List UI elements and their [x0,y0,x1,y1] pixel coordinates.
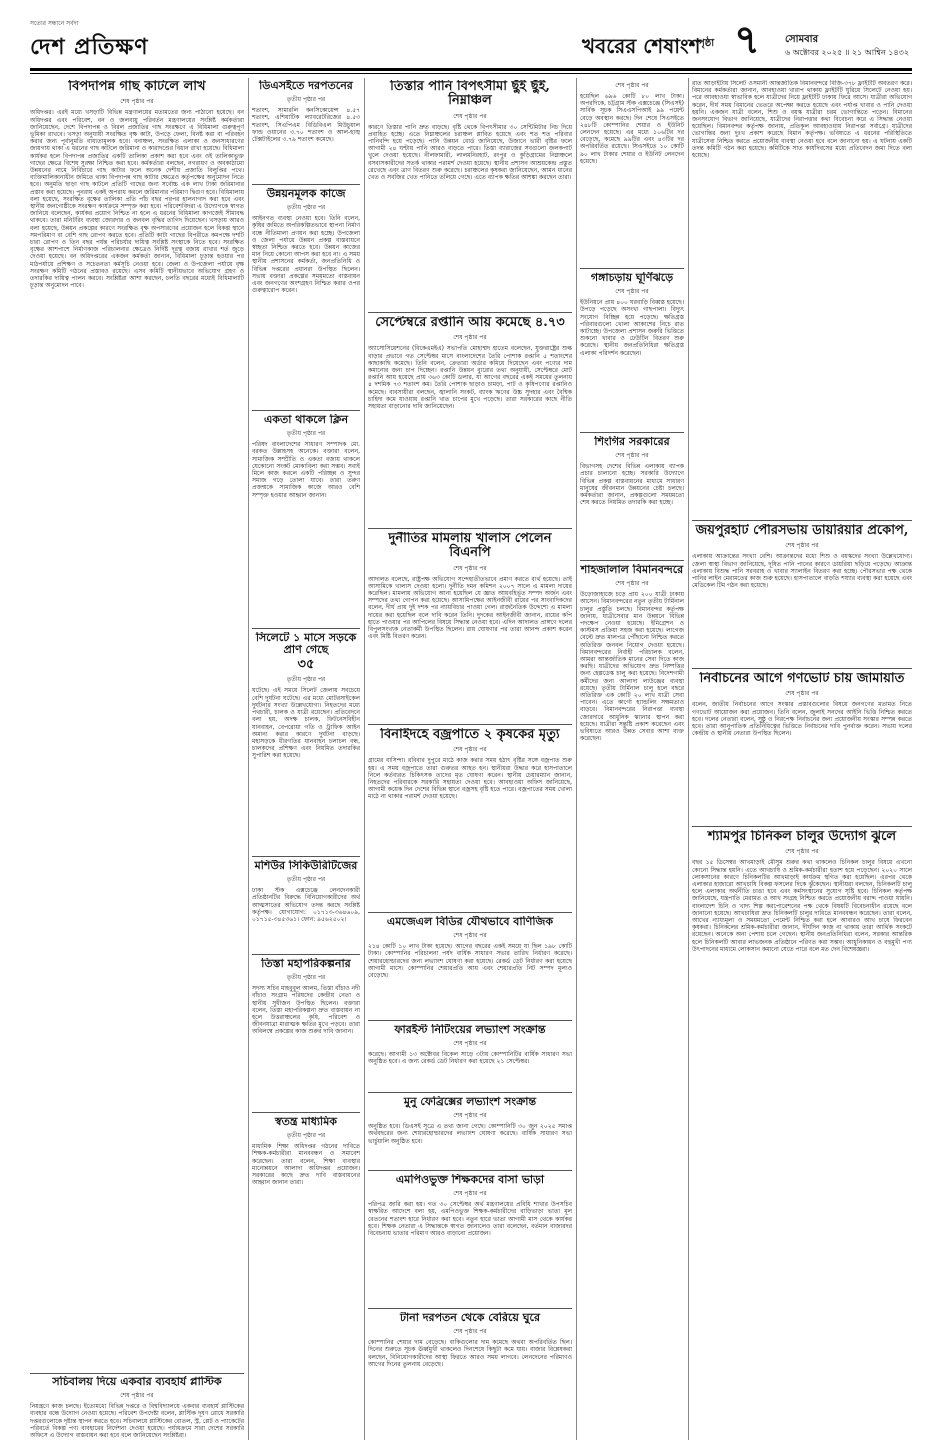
article-shahjalal [580,564,684,1442]
article-separator [252,628,360,629]
issue-date: ৬ অক্টোবর ২০২৫ ॥ ২১ আশ্বিন ১৪৩২ [785,48,910,57]
masthead-rule-thin [30,73,912,74]
article-separator [692,668,912,669]
article-separator [368,912,572,913]
article-mpo [368,1174,572,1304]
article-diarrhoea [692,524,912,664]
continuation-note: শেষ পৃষ্ঠার পর [615,82,649,89]
article-shinggir [580,436,684,556]
article-fareast [368,1024,572,1088]
continuation-note: শেষ পৃষ্ঠার পর [453,1112,487,1120]
article-body: সদস্য সচিব মাহবুবুল আলম, তিস্তা বাঁচাও নদী বাঁচাও সংগ্রাম পরিষদের কেন্দ্রীয় নেতা ও স্থানীয় সুধীজন উপস্থিত ছিলেন। বক্তারা বলেন, তিস্তা মহাপরিকল্পনা দ্রুত বাস্তবায়ন না হলে উত্তরাঞ্চলের কৃষি, পরিবেশ ও জীবনযাত্রা মারাত্মক ক্ষতির মুখে পড়বে। তারা অবিলম্বে প্রকল্পের কাজ শুরুর দাবি জানান। [252,985,360,1036]
article-separator [368,1170,572,1171]
article-body: ২১৪ কোটি ১০ লাখ টাকা হয়েছে। আগের বছরের একই সময়ে যা ছিল ১৯৮ কোটি টাকা। কোম্পানির পরিচালনা পর্ষদ বার্ষিক সাধারণ সভার তারিখ নির্ধারণ করেছে। শেয়ারহোল্ডারদের জন্য লভ্যাংশ ঘোষণা করা হয়েছে। রেকর্ড ডেট নির্ধারণ করা হয়েছে আগামী মাসে। কোম্পানির শেয়ারপ্রতি আয় এবং শেয়ারপ্রতি নিট সম্পদ মূল্যও বেড়েছে। [368,943,572,979]
article-headline[interactable]: শিংগির সরকারের [594,436,670,448]
masthead [0,0,945,68]
article-separator [252,1112,360,1113]
continuation-note: শেষ পৃষ্ঠার পর [453,564,487,572]
article-body: আইনগত ব্যবস্থা নেওয়া হবে। তিনি বলেন, কৃষির জমিতে অপরিকল্পিতভাবে স্থাপনা নির্মাণ বন্ধে নীতিমালা প্রণয়ন করা হচ্ছে। উপজেলা ও জেলা পর্যায়ে উন্নয়ন প্রকল্প বাস্তবায়নে স্বচ্ছতা নিশ্চিত করতে হবে। উন্নয়ন কাজের মান নিয়ে কোনো আপস করা হবে না। এ সময় স্থানীয় প্রশাসনের কর্মকর্তা, জনপ্রতিনিধি ও বিভিন্ন দপ্তরের প্রধানরা উপস্থিত ছিলেন। সভায় বক্তারা প্রকল্পের সময়মতো বাস্তবায়ন এবং জনগণের অংশগ্রহণ নিশ্চিত করার ওপর গুরুত্বারোপ করেন। [252,215,360,295]
article-headline[interactable]: সেপ্টেম্বরে রপ্তানি আয় কমেছে ৪.৭৩ [375,316,565,330]
article-body: শতাংশ, সামারলি কনসিকোয়েন্স ৪.৫৭ শতাংশ, এশিয়াটিক ল্যাবরেটরিজের ৪.৫৩ শতাংশ, সিএপিএম বিডিবিএল মিউচুয়াল ফান্ড ওয়ানের ৩.৭০ শতাংশ ও আল-হাজ্ব টেক্সটাইলের ৩.৭৯ শতাংশ কমেছে। [252,107,360,143]
article-headline-number: ৩৫ [297,657,315,673]
article-madhyamik [252,1116,360,1442]
tagline: সত্যের সন্ধানে সর্বদা [30,20,79,27]
article-flight-diverted [692,80,912,516]
article-headline[interactable]: দুর্নীতির মামলায় খালাস পেলেন বিএনপি [388,532,552,561]
article-export [368,316,572,524]
page-number: ৭ [734,16,761,63]
article-dse [252,80,360,180]
article-body: কোম্পানির শেয়ার দাম বেড়েছে। বাকিগুলোর দাম কমেছে অথবা অপরিবর্তিত ছিল। দিনের শুরুতে সূচক ঊর্ধ্বমুখী থাকলেও দিনশেষে কিছুটা কমে যায়। বাজার বিশ্লেষকরা বলছেন, বিনিয়োগকারীদের আস্থা ফিরতে আরও সময় লাগবে। লেনদেনের পরিমাণও আগের দিনের তুলনায় বেড়েছে। [368,1339,572,1368]
article-headline[interactable]: গঙ্গাচড়ায় ঘূর্ণিঝড়ে [590,272,674,284]
article-body: ঢাকা স্টক এক্সচেঞ্জে লেনদেনকারী প্রতিষ্ঠানটির বিরুদ্ধে বিনিয়োগকারীদের অর্থ আত্মসাতের অভিযোগ তদন্ত করছে সংশ্লিষ্ট কর্তৃপক্ষ। যোগাযোগ: ০১৭১৩-৩৬৪৬০৯, ০১৭১৫-৩৪৫৩৬১। ফোন: ৯৫৬২৫০২। [252,887,360,923]
article-munu [368,1096,572,1166]
article-headline[interactable]: জয়পুরহাট পৌরসভায় ডায়রিয়ার প্রকোপ, [695,524,909,538]
article-market-stats [580,80,684,264]
article-body: করেছে। আগামী ১৩ অক্টোবর বিকেল সাড়ে ৩টায় কোম্পানিটির বার্ষিক সাধারণ সভা অনুষ্ঠিত হবে। এ জন্য রেকর্ড ডেট নির্ধারণ করা হয়েছে ২১ সেপ্টেম্বর। [368,1051,572,1066]
article-tista-plan [252,958,360,1108]
article-headline[interactable]: এমজেএল বিডির যৌথভাবে বাণিজিক [386,916,554,928]
article-body: আদালত বলেছে, রাষ্ট্রপক্ষ অভিযোগ সন্দেহাতীতভাবে প্রমাণ করতে ব্যর্থ হয়েছে। তাই আসামিকে খালাস দেওয়া হলো। দুর্নীতি দমন কমিশন ২০০৭ সালে এ মামলা দায়ের করেছিল। মামলায় অভিযোগ আনা হয়েছিল যে জ্ঞাত আয়বহির্ভূত সম্পদ অর্জন এবং সম্পদের তথ্য গোপন করা হয়েছে। আসামিপক্ষের আইনজীবী রায়ের পর সাংবাদিকদের বলেন, দীর্ঘ প্রায় দুই দশক পর ন্যায়বিচার পাওয়া গেল। রাজনৈতিক উদ্দেশ্যে এ মামলা দায়ের করা হয়েছিল বলে দাবি করেন তিনি। দুদকের আইনজীবী জানান, রায়ের কপি হাতে পাওয়ার পর আপিলের বিষয়ে সিদ্ধান্ত নেওয়া হবে। এদিন আদালত প্রাঙ্গণে দলের বিপুলসংখ্যক নেতাকর্মী উপস্থিত ছিলেন। রায় ঘোষণার পর তারা আনন্দ প্রকাশ করেন এবং মিষ্টি বিতরণ করেন। [368,575,572,641]
article-separator [252,954,360,955]
article-separator [368,528,572,529]
article-body: বিভাগসহ দেশের বিভিন্ন এলাকায় ব্যাপক প্রচার চালানো হচ্ছে। সরকারি উদ্যোগে বিভিন্ন প্রকল্প বাস্তবায়নের মাধ্যমে সাধারণ মানুষের জীবনমান উন্নয়নের চেষ্টা চলছে। কর্মকর্তারা জানান, প্রকল্পগুলো সময়মতো শেষ করতে নিয়মিত তদারকি করা হচ্ছে। [580,463,684,507]
article-separator [692,826,912,827]
article-headline[interactable]: তিস্তা মহাপরিকল্পনার [261,958,351,970]
section-title: খবরের শেষাংশ [582,34,701,58]
column-divider [364,78,365,1440]
continuation-note: তৃতীয় পৃষ্ঠার পর [286,676,326,684]
continuation-note: শেষ পৃষ্ঠার পর [785,542,819,550]
article-headline[interactable]: এমপিওভুক্ত শিক্ষকদের বাসা ভাড়া [395,1174,545,1186]
article-headline[interactable]: নির্বাচনের আগে গণভোট চায় জামায়াত [699,672,905,686]
article-headline[interactable]: মুনু ফেব্রিক্সের লভ্যাংশ সংক্রান্ত [403,1096,537,1108]
article-headline[interactable]: ডিএসইতে দরপতনের [259,80,353,92]
continuation-note: তৃতীয় পৃষ্ঠার পর [286,204,326,212]
continuation-note: শেষ পৃষ্ঠার পর [615,580,649,588]
article-headline[interactable]: শাহজালাল বিমানবন্দরে [580,564,684,576]
article-acquittal [368,532,572,720]
article-moshiur [252,860,360,950]
article-gangachara [580,272,684,428]
article-body: অধিদপ্তর। এরই মধ্যে খসড়াটি বিভিন্ন মন্ত্রণালয়ের মতামতের জন্য পাঠানো হয়েছে। বন অধিদপ্তর এবং পরিবেশ, বন ও জলবায়ু পরিবর্তন মন্ত্রণালয়ের সংশ্লিষ্ট কর্মকর্তারা জানিয়েছেন, দেশে বিপদাপন্ন ও বিরল প্রজাতির গাছ সংরক্ষণে এ বিধিমালা গুরুত্বপূর্ণ ভূমিকা রাখবে। খসড়া অনুযায়ী সংরক্ষিত বৃক্ষ কাটা, উপড়ে ফেলা, বিনষ্ট করা বা পরিবহন করার জন্য পূর্বানুমতি বাধ্যতামূলক হবে। বনাঞ্চল, সংরক্ষিত এলাকা ও জনসাধারণের জায়গায় থাকা এ ধরনের গাছ কাটলে জরিমানা ও কারাদণ্ডের বিধান রাখা হয়েছে। বিধিমালা কার্যকর হলে বিপদাপন্ন প্রজাতির একটি তালিকা প্রকাশ করা হবে এবং ওই তালিকাভুক্ত গাছের ক্ষেত্রে বিশেষ সুরক্ষা নিশ্চিত করা হবে। কর্মকর্তারা বলছেন, নগরায়ণ ও অবকাঠামো উন্নয়নের নামে নির্বিচারে গাছ কাটার ফলে অনেক দেশীয় প্রজাতি বিলুপ্তির পথে। ব্যক্তিমালিকানাধীন জমিতে থাকা বিপদাপন্ন গাছ কাটার ক্ষেত্রেও কর্তৃপক্ষের অনুমোদন নিতে হবে। অনুমতি ছাড়া গাছ কাটলে প্রতিটি গাছের জন্য সর্বোচ্চ এক লাখ টাকা জরিমানার প্রস্তাব করা হয়েছে। পুনরায় একই অপরাধ করলে জরিমানার পরিমাণ দ্বিগুণ হবে। বিধিমালায় বলা হয়েছে, সংরক্ষিত বৃক্ষের তালিকা প্রতি পাঁচ বছর পরপর হালনাগাদ করা হবে এবং স্থানীয় জনগোষ্ঠীকে সংরক্ষণ কার্যক্রমে সম্পৃক্ত করা হবে। পরিবেশবিদরা এ উদ্যোগকে স্বাগত জানিয়ে বলেছেন, কার্যকর প্রয়োগ নিশ্চিত না হলে এ ধরনের বিধিমালা কাগজেই সীমাবদ্ধ থাকবে। তারা মনিটরিং ব্যবস্থা জোরদার ও জনবল বৃদ্ধির তাগিদ দিয়েছেন। খসড়ায় আরও বলা হয়েছে, উন্নয়ন প্রকল্পের কারণে সংরক্ষিত বৃক্ষ অপসারণের প্রয়োজন হলে বিকল্প স্থানে সমপরিমাণ বা বেশি গাছ রোপণ করতে হবে। প্রতিটি কাটা গাছের বিপরীতে কমপক্ষে দশটি চারা রোপণ ও তিন বছর পর্যন্ত পরিচর্যার দায়িত্ব সংশ্লিষ্ট সংস্থাকে নিতে হবে। সংরক্ষিত বৃক্ষের আশপাশে নির্মাণকাজ পরিচালনার ক্ষেত্রেও নির্দিষ্ট দূরত্ব বজায় রাখার শর্ত জুড়ে দেওয়া হয়েছে। বন অধিদপ্তরের একজন কর্মকর্তা জানান, বিধিমালা চূড়ান্ত হওয়ার পর মাঠপর্যায়ে প্রশিক্ষণ ও সচেতনতা কর্মসূচি নেওয়া হবে। জেলা ও উপজেলা পর্যায়ে বৃক্ষ সংরক্ষণ কমিটি গঠনের প্রস্তাবও রয়েছে। এসব কমিটি স্থানীয়ভাবে অভিযোগ গ্রহণ ও তদারকির দায়িত্ব পালন করবে। সংশ্লিষ্টরা আশা করছেন, চলতি বছরের মধ্যেই বিধিমালাটি চূড়ান্ত অনুমোদন পাবে। [30,109,244,290]
continuation-note: শেষ পৃষ্ঠার পর [453,112,487,120]
continuation-note: তৃতীয় পৃষ্ঠার পর [286,96,326,104]
article-headline[interactable]: সচিবালয় দিয়ে একবার ব্যবহার্য প্লাস্টিক [52,1376,222,1388]
article-headline[interactable]: একতা থাকলে ক্লিন [263,414,349,426]
continuation-note: শেষ পৃষ্ঠার পর [453,746,487,754]
continuation-note: তৃতীয় পৃষ্ঠার পর [286,876,326,884]
article-separator [252,856,360,857]
article-body: মাধ্যমিক শিক্ষা অধিদপ্তর গঠনের দাবিতে শিক্ষক-কর্মচারীরা মানববন্ধন ও সমাবেশ করেছেন। তারা বলেন, শিক্ষা ব্যবস্থার মানোন্নয়নে আলাদা অধিদপ্তর প্রয়োজন। সরকারের কাছে দ্রুত দাবি বাস্তবায়নের আহ্বান জানান তারা। [252,1143,360,1187]
article-separator [692,520,912,521]
newspaper-logo[interactable]: দেশ প্রতিক্ষণ [30,34,149,60]
article-separator [580,268,684,269]
article-tista-flood [368,80,572,308]
continuation-note: তৃতীয় পৃষ্ঠার পর [286,430,326,438]
article-separator [368,1092,572,1093]
article-headline[interactable]: টানা দরপতন থেকে বেরিয়ে ঘুরে [399,1312,541,1324]
article-separator [368,724,572,725]
article-separator [252,410,360,411]
article-market-recovery [368,1312,572,1442]
continuation-note: শেষ পৃষ্ঠার পর [453,1190,487,1198]
article-body: অনুষ্ঠিত হবে। ডিএসই সূত্রে এ তথ্য জানা গেছে। কোম্পানিটি ৩০ জুন ২০২৫ সমাপ্ত অর্থবছরের জন্য শেয়ারহোল্ডারদের লভ্যাংশ ঘোষণা করেছে। বার্ষিক সাধারণ সভা ভার্চুয়ালি অনুষ্ঠিত হবে। [368,1123,572,1145]
article-body: বছর ১৫ ডিসেম্বর আখমাড়াই মৌসুম শুরুর কথা থাকলেও চিনিকল চালুর বিষয়ে এখনো কোনো সিদ্ধান্ত হয়নি। এতে আখচাষি ও শ্রমিক-কর্মচারীরা হতাশ হয়ে পড়েছেন। ২০২০ সালে লোকসানের কারণে চিনিকলটির আখমাড়াই কার্যক্রম স্থগিত করা হয়েছিল। এরপর থেকে এলাকার হাজারো আখচাষি বিকল্প ফসলের দিকে ঝুঁকেছেন। স্থানীয়রা বলছেন, চিনিকলটি চালু হলে এলাকার অর্থনীতি চাঙা হবে এবং কর্মসংস্থানের সুযোগ সৃষ্টি হবে। চিনিকল কর্তৃপক্ষ জানিয়েছে, যন্ত্রপাতি মেরামত ও আখ সংগ্রহ নিশ্চিত করতে প্রয়োজনীয় বরাদ্দ পাওয়া যায়নি। বাংলাদেশ চিনি ও খাদ্য শিল্প করপোরেশনের পক্ষ থেকে বিষয়টি বিবেচনাধীন রয়েছে বলে জানানো হয়েছে। আখচাষিরা দ্রুত চিনিকলটি চালুর দাবিতে মানববন্ধন করেছেন। তারা বলেন, আখের ন্যায্যমূল্য ও সময়মতো পেমেন্ট নিশ্চিত করা হলে আবারও আখ চাষে ফিরবেন কৃষকরা। চিনিকলের শ্রমিক-কর্মচারীরা জানান, দীর্ঘদিন কাজ না থাকায় তারা আর্থিক সংকটে রয়েছেন। অনেকে অন্য পেশায় চলে গেছেন। স্থানীয় জনপ্রতিনিধিরা বলেন, সরকার আন্তরিক হলে চিনিকলটি আবার লাভজনক প্রতিষ্ঠানে পরিণত করা সম্ভব। আধুনিকায়ন ও বহুমুখী পণ্য উৎপাদনের মাধ্যমে লোকসান কমানো যেতে পারে বলে মত দেন বিশেষজ্ঞরা। [692,859,912,953]
article-gach-katle [30,80,244,1370]
article-headline[interactable]: বিনাইদহে বজ্রপাতে ২ কৃষকের মৃত্যু [380,728,560,742]
article-lightning [368,728,572,908]
article-body: পরিপত্র জারি করা হয়। গত ৩০ সেপ্টেম্বর অর্থ মন্ত্রণালয়ের প্রবিধি শাখার উপসচিব স্বাক্ষরিত আদেশে বলা হয়, এমপিওভুক্ত শিক্ষক-কর্মচারীদের বাড়িভাড়া ভাতা মূল বেতনের শতাংশ হারে নির্ধারণ করা হবে। নতুন হারে ভাতা আগামী মাস থেকে কার্যকর হবে। শিক্ষক নেতারা এ সিদ্ধান্তকে স্বাগত জানালেও তারা বলেছেন, বর্তমান বাজারদর বিবেচনায় ভাতার পরিমাণ আরও বাড়ানো প্রয়োজন। [368,1201,572,1237]
article-ekota [252,414,360,624]
continuation-note: শেষ পৃষ্ঠার পর [120,1392,154,1400]
article-headline[interactable]: ফারইস্ট নিটিংয়ের লভ্যাংশ সংক্রান্ত [394,1024,546,1036]
article-separator [368,1020,572,1021]
article-mjl [368,916,572,1016]
article-separator [580,432,684,433]
page-label: পৃষ্ঠা [698,38,715,49]
continuation-note: শেষ পৃষ্ঠার পর [785,690,819,698]
article-headline[interactable]: সিলেটে ১ মাসে সড়কে প্রাণ গেছে [255,632,357,657]
continuation-note: তৃতীয় পৃষ্ঠার পর [286,974,326,982]
article-headline[interactable]: উন্নয়নমূলক কাজে [266,188,346,200]
article-headline[interactable]: মশিউর সিকিউরিটিজের [254,860,358,872]
article-separator [368,312,572,313]
article-separator [580,560,684,561]
article-headline[interactable]: বিপদাপন্ন গাছ কাটলে লাখ [68,80,206,94]
article-headline[interactable]: তিস্তার পানি বিপৎসীমা ছুঁই ছুঁই, নিম্নাঞ্চল [390,80,550,109]
continuation-note: শেষ পৃষ্ঠার পর [615,452,649,460]
article-separator [368,1308,572,1309]
article-body: ঘটেছে। এই সময়ে সিলেট জেলায় সবচেয়ে বেশি দুর্ঘটনা ঘটেছে। এর মধ্যে মোটরসাইকেল দুর্ঘটনার সংখ্যা উল্লেখযোগ্য। নিহতদের মধ্যে পথচারী, চালক ও যাত্রী রয়েছেন। প্রতিবেদনে বলা হয়, অদক্ষ চালক, ফিটনেসবিহীন যানবাহন, বেপরোয়া গতি ও ট্রাফিক আইন অমান্য করার কারণে দুর্ঘটনা বাড়ছে। মহাসড়কে ধীরগতির যানবাহন চলাচল বন্ধ, চালকদের প্রশিক্ষণ এবং নিয়মিত তদারকির সুপারিশ করা হয়েছে। [252,687,360,760]
masthead-rule [30,68,912,71]
column-divider [248,78,249,1440]
continuation-note: শেষ পৃষ্ঠার পর [120,98,154,106]
continuation-note: শেষ পৃষ্ঠার পর [453,1328,487,1336]
article-referendum [692,672,912,822]
article-unnoyon [252,188,360,406]
article-body: উড়োজাহাজে চড়ে প্রায় ২০০ যাত্রী ঢাকায় আসেন। বিমানবন্দরের নতুন তৃতীয় টার্মিনাল চালুর প্রস্তুতি চলছে। বিমানবন্দর কর্তৃপক্ষ জানায়, যাত্রীসেবার মান উন্নয়নে বিভিন্ন পদক্ষেপ নেওয়া হয়েছে। ইমিগ্রেশন ও কাস্টমস প্রক্রিয়া সহজ করা হয়েছে। লাগেজ বেল্টে দ্রুত মালপত্র পৌঁছানো নিশ্চিত করতে অতিরিক্ত জনবল নিয়োগ দেওয়া হয়েছে। বিমানবন্দরের নির্বাহী পরিচালক বলেন, আমরা আন্তর্জাতিক মানের সেবা দিতে কাজ করছি। যাত্রীদের অভিযোগ দ্রুত নিষ্পত্তির জন্য হেল্পডেস্ক চালু করা হয়েছে। বিদেশগামী কর্মীদের জন্য আলাদা লাউঞ্জের ব্যবস্থা রয়েছে। তৃতীয় টার্মিনাল চালু হলে বছরে অতিরিক্ত এক কোটি ২০ লাখ যাত্রী সেবা পাবেন। এতে কার্গো হ্যান্ডলিং সক্ষমতাও বাড়বে। বিমানবন্দরের নিরাপত্তা ব্যবস্থা জোরদারে আধুনিক স্ক্যানার স্থাপন করা হয়েছে। যাত্রীরা সন্তুষ্টি প্রকাশ করেছেন এবং ভবিষ্যতে আরও উন্নত সেবার আশা ব্যক্ত করেছেন। [580,591,684,743]
day-name: সোমবার [785,34,819,45]
continuation-note: শেষ পৃষ্ঠার পর [453,334,487,342]
article-body: ইউনিয়নে প্রায় ৪০০ ঘরবাড়ি বিধ্বস্ত হয়েছে। উপড়ে পড়েছে অসংখ্য গাছপালা। বিদ্যুৎ সংযোগ বিচ্ছিন্ন হয়ে পড়েছে। ক্ষতিগ্রস্ত পরিবারগুলো খোলা আকাশের নিচে রাত কাটাচ্ছে। উপজেলা প্রশাসন জরুরি ভিত্তিতে শুকনো খাবার ও ঢেউটিন বিতরণ শুরু করেছে। স্থানীয় জনপ্রতিনিধিরা ক্ষতিগ্রস্ত এলাকা পরিদর্শন করেছেন। [580,299,684,357]
article-body: হয়েছিল ৬৯৬ কোটি ৮০ লাখ টাকা। অপরদিকে, চট্টগ্রাম স্টক এক্সচেঞ্জে (সিএসই) সার্বিক সূচক সিএএসপিআই ৯৯ পয়েন্ট বেড়ে অবস্থান করছে। দিন শেষে সিএসইতে ২৪৮টি কোম্পানির শেয়ার ও ইউনিট লেনদেন হয়েছে। এর মধ্যে ১০৬টির দর বেড়েছে, কমেছে ৯৯টির এবং ৪৩টির দর অপরিবর্তিত রয়েছে। সিএসইতে ১০ কোটি ৯০ লাখ টাকার শেয়ার ও ইউনিট লেনদেন হয়েছে। [580,93,684,165]
article-headline[interactable]: শ্যামপুর চিনিকল চালুর উদ্যোগ ঝুলে [707,830,897,844]
article-plastic [30,1376,244,1442]
article-body: নিয়ন্ত্রণে কাজ চলছে। ইতোমধ্যে বিভিন্ন দপ্তরে ও বিশ্ববিদ্যালয়ে একবার ব্যবহার্য প্লাস্টিকের ব্যবহার বন্ধে উদ্যোগ নেওয়া হয়েছে। পরিবেশ উপদেষ্টা বলেন, প্লাস্টিক দূষণ রোধে সরকারি দপ্তরগুলোকে দৃষ্টান্ত স্থাপন করতে হবে। সচিবালয়ে প্লাস্টিকের বোতল, স্ট্র, প্লেট ও প্যাকেটের পরিবর্তে বিকল্প পণ্য ব্যবহারের নির্দেশনা দেওয়া হয়েছে। পর্যায়ক্রমে সারা দেশের সরকারি অফিসে এ উদ্যোগ বাস্তবায়ন করা হবে বলে জানিয়েছেন সংশ্লিষ্টরা। [30,1403,244,1439]
article-body: রাত আড়াইটায় সিলেট ওসমানী আন্তর্জাতিক বিমানবন্দরে বিজি-৩৭৮ ফ্লাইটটি অবতরণ করে। বিমানের কর্মকর্তারা জানান, আবহাওয়া খারাপ থাকায় ফ্লাইটটি ঘুরিয়ে সিলেটে নেওয়া হয়। পরে আবহাওয়া স্বাভাবিক হলে যাত্রীদের নিয়ে ফ্লাইটটি ঢাকায় ফিরে আসে। যাত্রীরা অভিযোগ করেন, দীর্ঘ সময় বিমানের ভেতরে অপেক্ষা করতে হয়েছে এবং পর্যাপ্ত খাবার ও পানি দেওয়া হয়নি। একজন যাত্রী বলেন, শিশু ও বয়স্ক যাত্রীরা চরম ভোগান্তিতে পড়েন। বিমানের জনসংযোগ বিভাগ জানিয়েছে, যাত্রীদের নিরাপত্তার কথা বিবেচনা করে এ সিদ্ধান্ত নেওয়া হয়েছিল। বিমানবন্দর কর্তৃপক্ষ জানায়, প্রতিকূল আবহাওয়ায় নিরাপত্তা সর্বাগ্রে। যাত্রীদের ভোগান্তির জন্য দুঃখ প্রকাশ করেছে বিমান কর্তৃপক্ষ। ভবিষ্যতে এ ধরনের পরিস্থিতিতে যাত্রীসেবা নিশ্চিত করতে প্রয়োজনীয় ব্যবস্থা নেওয়া হবে বলে জানানো হয়। এ ঘটনায় একটি তদন্ত কমিটি গঠন করা হয়েছে। কমিটিকে সাত কার্যদিবসের মধ্যে প্রতিবেদন জমা দিতে বলা হয়েছে। [692,80,912,160]
continuation-note: তৃতীয় পৃষ্ঠার পর [286,1132,326,1140]
article-separator [252,184,360,185]
article-body: অ্যাসোসিয়েশনের (বিকেএমইএ) সভাপতি মোহাম্মদ হাতেম বলেছেন, যুক্তরাষ্ট্রের শুল্ক বাড়ার প্রভাবে গত সেপ্টেম্বর মাসে বাংলাদেশের তৈরি পোশাক রপ্তানি ৫ শতাংশের কাছাকাছি কমেছে। তিনি বলেন, ক্রেতারা অর্ডার কমিয়ে দিয়েছেন এবং পণ্যের দাম কমানোর জন্য চাপ দিচ্ছেন। রপ্তানি উন্নয়ন ব্যুরোর তথ্য অনুযায়ী, সেপ্টেম্বরে মোট রপ্তানি আয় হয়েছে প্রায় ৩৬৩ কোটি ডলার, যা আগের বছরের একই সময়ের তুলনায় ৪ দশমিক ৭৩ শতাংশ কম। তৈরি পোশাক ছাড়াও চামড়া, পাট ও কৃষিপণ্যের রপ্তানিও কমেছে। ব্যবসায়ীরা বলছেন, জ্বালানি সংকট, ব্যাংক ঋণের উচ্চ সুদহার এবং বৈশ্বিক চাহিদা কমে যাওয়ায় রপ্তানি খাত চাপের মুখে পড়েছে। তারা সরকারের কাছে নীতি সহায়তা বাড়ানোর দাবি জানিয়েছেন। [368,345,572,410]
continuation-note: শেষ পৃষ্ঠার পর [615,288,649,296]
column-divider [688,78,689,1440]
article-body: কারণে তিস্তার পানি দ্রুত বাড়ছে। বৃষ্টি থেকে বিপৎসীমার ৩০ সেন্টিমিটার নিচ দিয়ে প্রবাহিত হচ্ছে। এতে নিম্নাঞ্চলের চরাঞ্চল প্লাবিত হয়েছে এবং শত শত পরিবার পানিবন্দি হয়ে পড়েছে। পানি উন্নয়ন বোর্ড জানিয়েছে, উজানে ভারী বৃষ্টির ফলে আগামী ২৪ ঘণ্টায় পানি আরও বাড়তে পারে। তিস্তা ব্যারাজের সবগুলো জলকপাট খুলে দেওয়া হয়েছে। নীলফামারী, লালমনিরহাট, রংপুর ও কুড়িগ্রামের নিম্নাঞ্চলে বসবাসকারীদের সতর্ক থাকার পরামর্শ দেওয়া হয়েছে। স্থানীয় প্রশাসন আশ্রয়কেন্দ্র প্রস্তুত রেখেছে এবং ত্রাণ বিতরণ শুরু করেছে। চরাঞ্চলের কৃষকরা জানিয়েছেন, আমন ধানের খেত ও সবজির খেত পানিতে তলিয়ে গেছে। এতে ব্যাপক ক্ষতির আশঙ্কা করছেন তারা। [368,123,572,182]
article-body: পরিষদ বাংলাদেশের সাধারণ সম্পাদক মো. বরকত উল্লাহসহ অনেকে। বক্তারা বলেন, সামাজিক সম্প্রীতি ও একতা বজায় থাকলে যেকোনো সংকট মোকাবিলা করা সম্ভব। সবাই মিলে কাজ করলে একটি পরিচ্ছন্ন ও সুন্দর সমাজ গড়ে তোলা যাবে। তারা তরুণ প্রজন্মকে সামাজিক কাজে আরও বেশি সম্পৃক্ত হওয়ার আহ্বান জানান। [252,441,360,499]
article-body: বলেন, জাতীয় নির্বাচনের আগে সংস্কার প্রস্তাবগুলোর বিষয়ে জনগণের মতামত নিতে গণভোট আয়োজন করা প্রয়োজন। তিনি বলেন, জুলাই সনদের আইনি ভিত্তি নিশ্চিত করতে হবে। দলের নেতারা বলেন, সুষ্ঠু ও নিরপেক্ষ নির্বাচনের জন্য প্রয়োজনীয় সংস্কার সম্পন্ন করতে হবে। তারা আনুপাতিক প্রতিনিধিত্বের ভিত্তিতে নির্বাচনের দাবি পুনর্ব্যক্ত করেন। সভায় দলের কেন্দ্রীয় ও স্থানীয় নেতারা উপস্থিত ছিলেন। [692,701,912,738]
article-headline[interactable]: স্বতন্ত্র মাধ্যমিক [274,1116,338,1128]
article-separator [30,1373,244,1374]
article-body: গ্রামের বাসিন্দা। রবিবার দুপুরে মাঠে কাজ করার সময় হঠাৎ বৃষ্টির সঙ্গে বজ্রপাত শুরু হয়। এ সময় বজ্রপাতে তারা গুরুতর আহত হন। স্থানীয়রা উদ্ধার করে হাসপাতালে নিলে কর্তব্যরত চিকিৎসক তাদের মৃত ঘোষণা করেন। স্থানীয় চেয়ারম্যান জানান, নিহতদের পরিবারকে সরকারি সহায়তা দেওয়া হবে। আবহাওয়া অফিস জানিয়েছে, আগামী কয়েক দিন দেশের বিভিন্ন স্থানে বজ্রসহ বৃষ্টি হতে পারে। বজ্রপাতের সময় খোলা মাঠে না থাকার পরামর্শ দেওয়া হয়েছে। [368,757,572,801]
column-divider [576,78,577,1440]
article-body: এলাকায় আক্রান্তের সংখ্যা বেশি। আক্রান্তদের মধ্যে শিশু ও বয়স্কদের সংখ্যা উল্লেখযোগ্য। জেলা স্বাস্থ্য বিভাগ জানিয়েছে, দূষিত পানি পানের কারণে ডায়রিয়া ছড়িয়ে পড়েছে। আক্রান্ত এলাকায় বিশুদ্ধ পানি সরবরাহ ও খাবার স্যালাইন বিতরণ করা হচ্ছে। পৌরসভার পক্ষ থেকে পানির লাইন মেরামতের কাজ শুরু হয়েছে। হাসপাতালে বাড়তি শয্যার ব্যবস্থা করা হয়েছে এবং মেডিকেল টিম গঠন করা হয়েছে। [692,553,912,590]
article-sylhet-road [252,632,360,852]
continuation-note: শেষ পৃষ্ঠার পর [453,1040,487,1048]
article-sugar-mill [692,830,912,1442]
continuation-note: শেষ পৃষ্ঠার পর [785,848,819,856]
continuation-note: শেষ পৃষ্ঠার পর [453,932,487,940]
